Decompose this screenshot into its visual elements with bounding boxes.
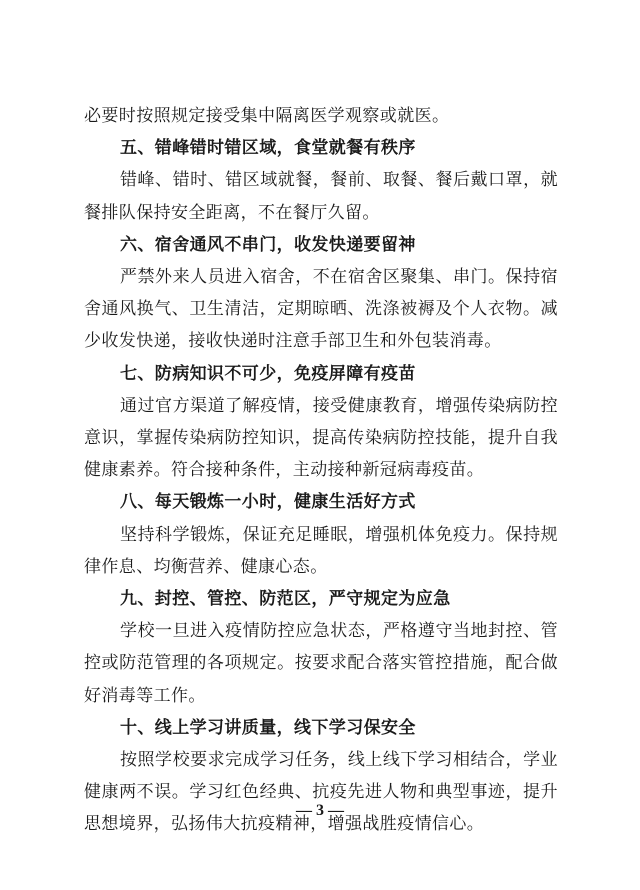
paragraph-section-10: 按照学校要求完成学习任务，线上线下学习相结合，学业健康两不误。学习红色经典、抗疫先进人物和典型事迹，提升思想境界，弘扬伟大抗疫精神，增强战胜疫情信心。 <box>84 750 558 835</box>
section-heading-6: 六、宿舍通风不串门，收发快递要留神 <box>120 234 416 255</box>
section-heading-8: 八、每天锻炼一小时，健康生活好方式 <box>120 492 416 513</box>
section-heading-7: 七、防病知识不可少，免疫屏障有疫苗 <box>120 363 416 384</box>
document-body <box>84 100 558 841</box>
paragraph-section-9: 学校一旦进入疫情防控应急状态，严格遵守当地封控、管控或防范管理的各项规定。按要求配合落实管控措施，配合做好消毒等工作。 <box>84 621 558 706</box>
paragraph-section-6: 严禁外来人员进入宿舍，不在宿舍区聚集、串门。保持宿舍通风换气、卫生清洁，定期晾晒、洗涤被褥及个人衣物。减少收发快递，接收快递时注意手部卫生和外包装消毒。 <box>84 267 558 352</box>
page-number: — 3 — <box>296 802 344 819</box>
paragraph-continuation: 必要时按照规定接受集中隔离医学观察或就医。 <box>84 106 450 126</box>
paragraph-section-8: 坚持科学锻炼，保证充足睡眠，增强机体免疫力。保持规律作息、均衡营养、健康心态。 <box>84 524 558 577</box>
section-heading-10: 十、线上学习讲质量，线下学习保安全 <box>120 717 416 738</box>
paragraph-section-7: 通过官方渠道了解疫情，接受健康教育，增强传染病防控意识，掌握传染病防控知识，提高传染病防控技能，提升自我健康素养。符合接种条件，主动接种新冠病毒疫苗。 <box>84 395 558 481</box>
paragraph-section-5: 错峰、错时、错区域就餐，餐前、取餐、餐后戴口罩，就餐排队保持安全距离，不在餐厅久留。 <box>84 170 558 223</box>
section-heading-5: 五、错峰错时错区域，食堂就餐有秩序 <box>120 138 416 159</box>
section-heading-9: 九、封控、管控、防范区，严守规定为应急 <box>120 589 451 610</box>
